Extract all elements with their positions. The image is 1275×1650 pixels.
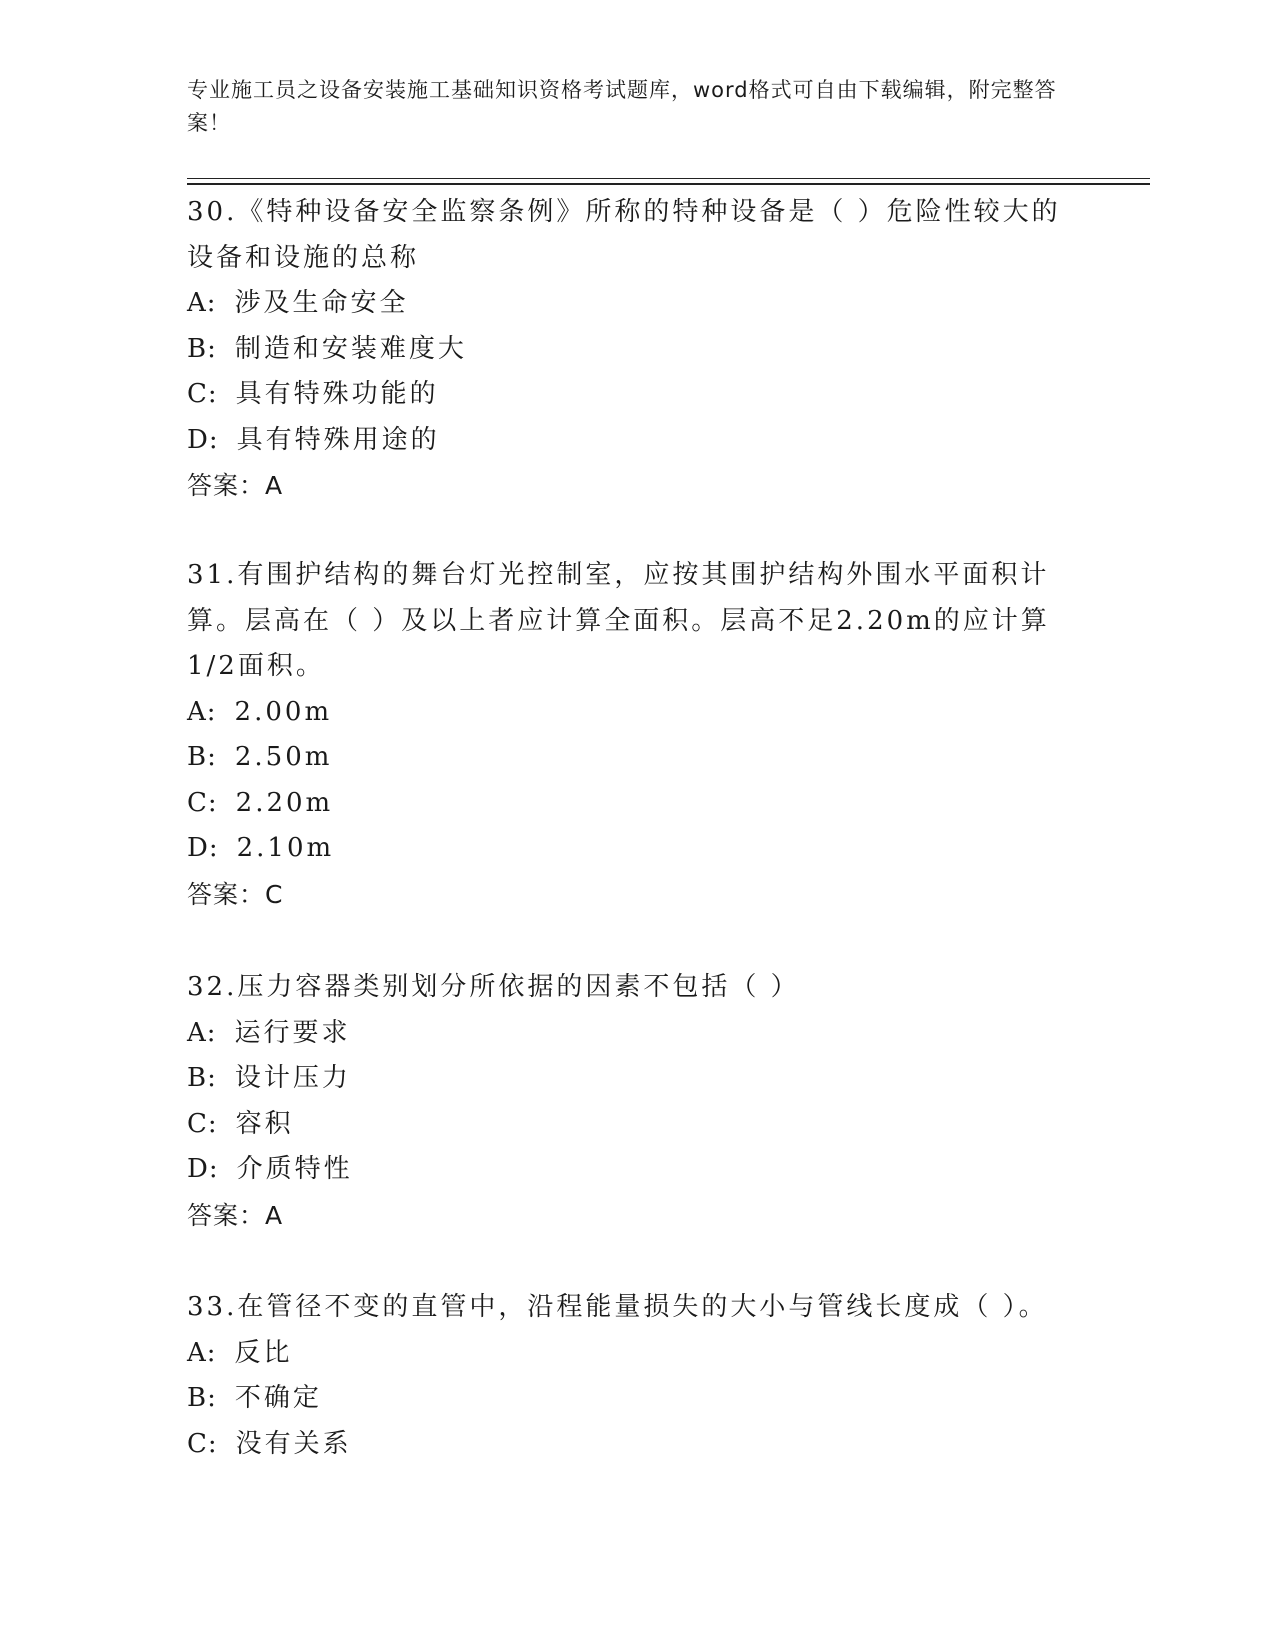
question-stem: 31.有围护结构的舞台灯光控制室，应按其围护结构外围水平面积计算。层高在（ ）及以上者应计算全面积。层高不足2.20m的应计算1/2面积。 (187, 560, 1050, 681)
option-text: 2.50m (234, 742, 333, 772)
question-33 (187, 1285, 1087, 1467)
option-text: 制造和安装难度大 (234, 333, 467, 364)
option-letter: C: (187, 1428, 218, 1459)
option-c (187, 1422, 1087, 1468)
option-text: 没有关系 (235, 1428, 352, 1459)
option-c (187, 1102, 1087, 1148)
option-letter: B: (187, 1383, 217, 1413)
header-divider-thick (187, 183, 1150, 185)
option-letter: A: (187, 288, 217, 318)
question-32 (187, 965, 1087, 1238)
document-header: 专业施工员之设备安装施工基础知识资格考试题库，word格式可自由下载编辑，附完整答案！ (187, 78, 1057, 135)
option-letter: C: (187, 379, 218, 409)
option-letter: A: (187, 1017, 217, 1048)
question-30 (187, 190, 1087, 509)
option-b (187, 735, 1087, 781)
option-letter: C: (187, 787, 218, 818)
option-text: 运行要求 (234, 1017, 351, 1048)
option-b (187, 1056, 1087, 1102)
option-text: 具有特殊用途的 (236, 424, 440, 455)
option-a (187, 1011, 1087, 1057)
option-letter: B: (187, 742, 217, 772)
option-b (187, 327, 1087, 373)
option-d (187, 826, 1087, 872)
option-text: 涉及生命安全 (234, 288, 409, 318)
answer-line: 答案：A (187, 471, 284, 500)
question-stem: 33.在管径不变的直管中，沿程能量损失的大小与管线长度成（ ）。 (187, 1292, 1048, 1322)
option-letter: B: (187, 333, 217, 364)
option-text: 2.10m (236, 833, 335, 863)
option-d (187, 1147, 1087, 1193)
option-text: 2.20m (235, 787, 334, 818)
option-letter: A: (187, 1337, 217, 1368)
question-stem: 30.《特种设备安全监察条例》所称的特种设备是（ ）危险性较大的设备和设施的总称 (187, 197, 1061, 273)
option-a (187, 281, 1087, 327)
option-letter: C: (187, 1108, 218, 1139)
option-letter: D: (187, 424, 219, 455)
option-text: 反比 (234, 1337, 293, 1368)
answer-line: 答案：C (187, 879, 284, 909)
question-stem: 32.压力容器类别划分所依据的因素不包括（ ） (187, 972, 800, 1002)
option-letter: B: (187, 1063, 217, 1093)
option-text: 介质特性 (236, 1154, 353, 1184)
option-c (187, 372, 1087, 418)
option-text: 不确定 (234, 1383, 322, 1413)
option-letter: D: (187, 833, 219, 863)
option-d (187, 418, 1087, 464)
option-letter: D: (187, 1154, 219, 1184)
option-a (187, 690, 1087, 736)
question-31 (187, 553, 1087, 917)
option-c (187, 781, 1087, 827)
option-text: 具有特殊功能的 (235, 379, 439, 409)
option-letter: A: (187, 696, 217, 727)
option-text: 容积 (235, 1108, 294, 1139)
option-text: 设计压力 (234, 1063, 351, 1093)
option-b (187, 1376, 1087, 1422)
option-a (187, 1331, 1087, 1377)
option-text: 2.00m (234, 696, 333, 727)
answer-line: 答案：A (187, 1200, 284, 1230)
header-divider-thin (187, 178, 1150, 179)
